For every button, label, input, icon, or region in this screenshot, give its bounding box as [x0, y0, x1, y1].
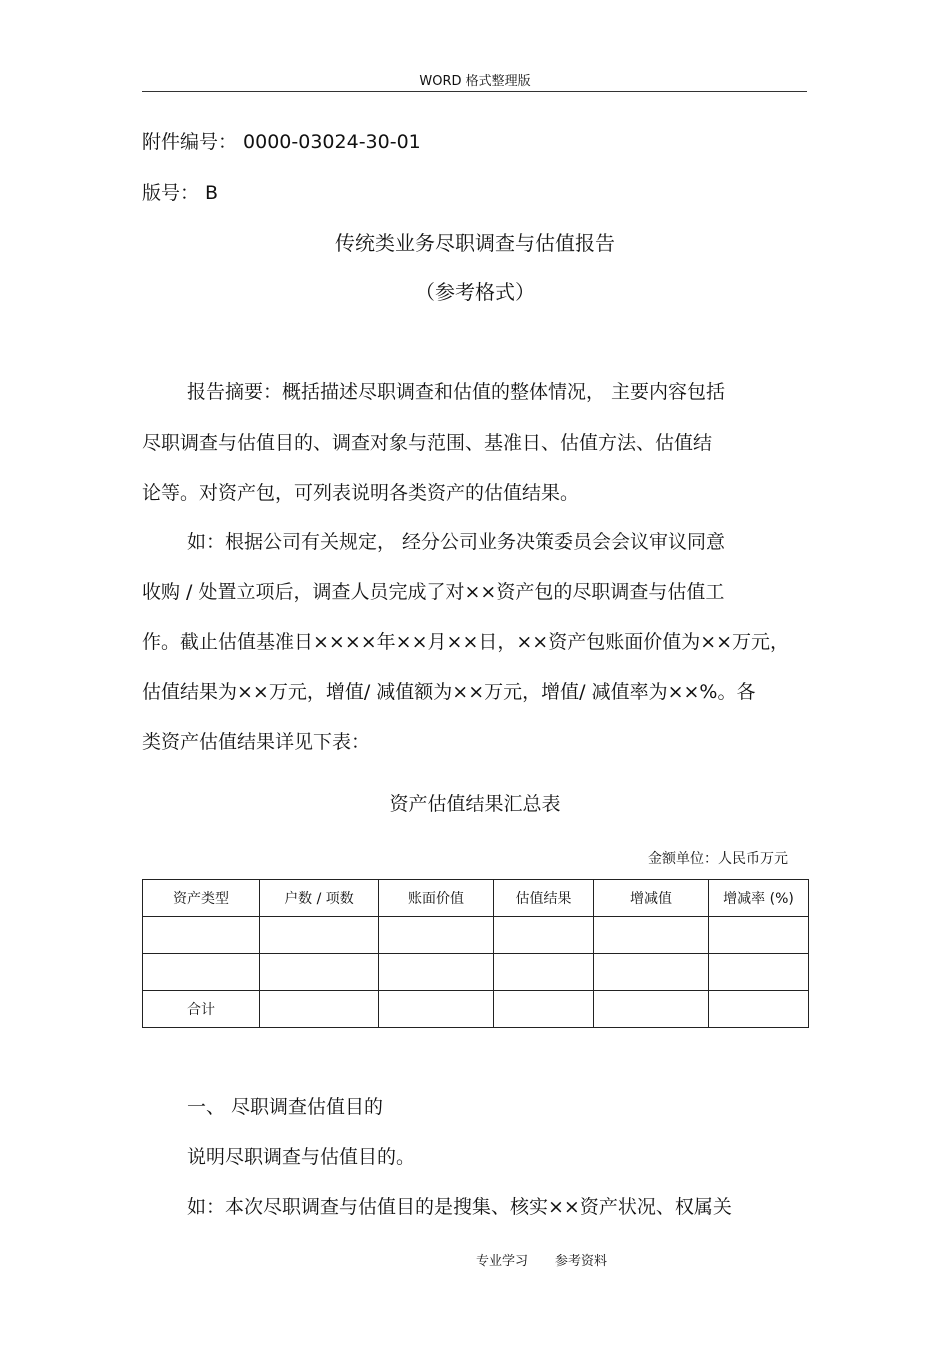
header-change-amount: 增减值 [594, 880, 709, 917]
document-subtitle: （参考格式） [415, 280, 535, 304]
table-total-row [143, 991, 809, 1028]
table-cell [379, 991, 494, 1028]
example-line-1: 如：根据公司有关规定， 经分公司业务决策委员会会议审议同意 [187, 531, 726, 553]
example-line-5: 类资产估值结果详见下表： [142, 731, 371, 753]
table-cell [594, 954, 709, 991]
table-cell [260, 991, 379, 1028]
table-header-row [143, 880, 809, 917]
summary-line-1: 报告摘要：概括描述尽职调查和估值的整体情况， 主要内容包括 [187, 381, 726, 403]
table-row [143, 954, 809, 991]
table-cell [143, 917, 260, 954]
footer-right-text: 参考资料 [555, 1254, 608, 1269]
header-asset-type: 资产类型 [143, 880, 260, 917]
version-number: 版号： B [142, 182, 219, 204]
attachment-number: 附件编号： 0000-03024-30-01 [142, 131, 421, 153]
example-line-3: 作。截止估值基准日××××年××月××日，××资产包账面价值为××万元， [142, 631, 790, 653]
example-line-4: 估值结果为××万元，增值/ 减值额为××万元，增值/ 减值率为××%。各 [142, 681, 756, 703]
section-1-line-1: 说明尽职调查与估值目的。 [187, 1146, 416, 1168]
footer-left-text: 专业学习 [476, 1254, 529, 1269]
document-title: 传统类业务尽职调查与估值报告 [335, 231, 615, 255]
table-cell [494, 917, 594, 954]
header-divider [142, 91, 807, 92]
total-label-cell: 合计 [143, 991, 260, 1028]
header-change-rate: 增减率 (%) [709, 880, 809, 917]
table-title: 资产估值结果汇总表 [389, 793, 561, 815]
header-book-value: 账面价值 [379, 880, 494, 917]
table-cell [709, 917, 809, 954]
table-row [143, 917, 809, 954]
table-cell [594, 991, 709, 1028]
header-valuation-result: 估值结果 [494, 880, 594, 917]
section-1-heading: 一、 尽职调查估值目的 [187, 1096, 384, 1118]
summary-line-2: 尽职调查与估值目的、调查对象与范围、基准日、估值方法、估值结 [142, 432, 713, 454]
table-cell [594, 917, 709, 954]
table-cell [379, 954, 494, 991]
asset-valuation-summary-table [142, 879, 809, 1028]
header-count: 户数 / 项数 [260, 880, 379, 917]
table-cell [709, 991, 809, 1028]
table-cell [494, 954, 594, 991]
section-1-line-2: 如：本次尽职调查与估值目的是搜集、核实××资产状况、权属关 [187, 1196, 732, 1218]
summary-line-3: 论等。对资产包，可列表说明各类资产的估值结果。 [142, 482, 580, 504]
table-cell [143, 954, 260, 991]
page-header-text: WORD 格式整理版 [419, 74, 531, 89]
table-cell [260, 954, 379, 991]
table-unit-note: 金额单位：人民币万元 [648, 851, 788, 867]
table-cell [260, 917, 379, 954]
table-cell [379, 917, 494, 954]
table-cell [709, 954, 809, 991]
table-cell [494, 991, 594, 1028]
example-line-2: 收购 / 处置立项后，调查人员完成了对××资产包的尽职调查与估值工 [142, 581, 725, 603]
